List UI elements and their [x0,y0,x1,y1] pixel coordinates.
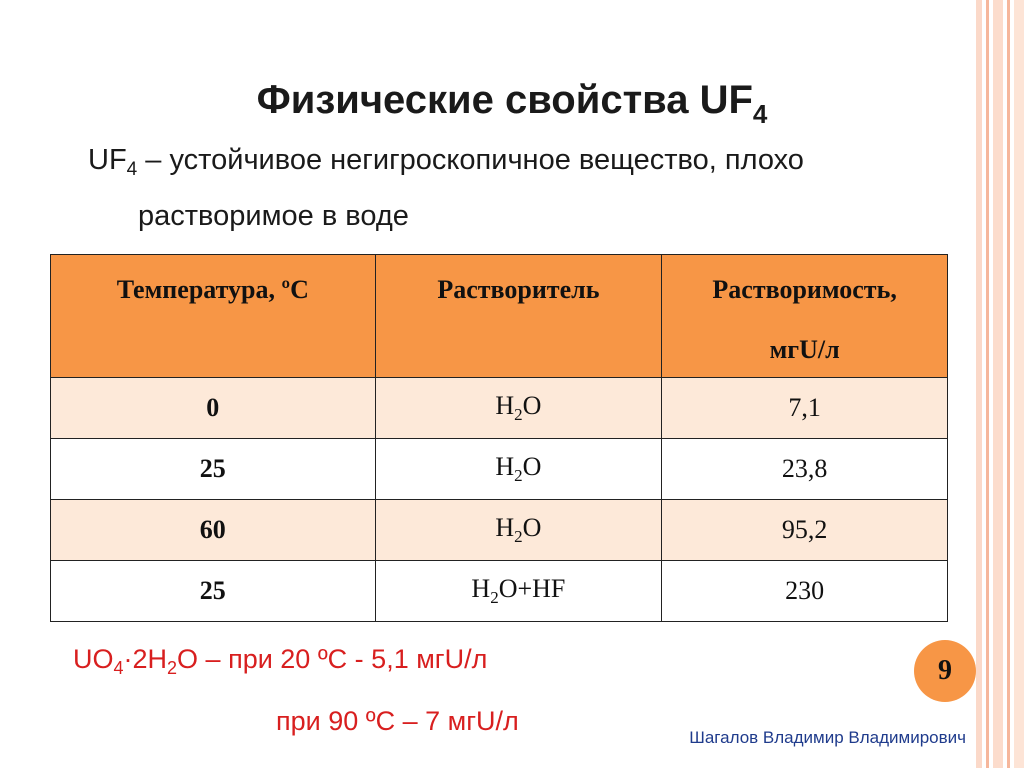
header-temperature: Температура, ºС [51,255,376,378]
description-line-2: растворимое в воде [138,200,409,232]
solubility-cell: 7,1 [662,378,948,439]
note-line-1: $UO_4\cdot 2H_2O$ – при 20 ºС - 5,1 мгU/л [73,644,488,678]
solvent-cell: $H_2O$ [375,439,662,500]
note-line-2: при 90 ºС – 7 мгU/л [276,706,519,736]
header-solvent: Растворитель [375,255,662,378]
temperature-cell: 25 [51,561,376,622]
table-row [51,500,948,561]
title-subscript: 4 [752,99,768,129]
solubility-cell: 95,2 [662,500,948,561]
table-row [51,378,948,439]
temperature-cell: 25 [51,439,376,500]
solubility-table [50,254,948,622]
solvent-cell: $H_2O$ [375,500,662,561]
table-header-row [51,255,948,378]
table-row [51,561,948,622]
slide-title: Физические свойства $UF_4$ [256,78,768,129]
author-name: Шагалов Владимир Владимирович [689,728,966,747]
solvent-cell: $H_2O$ [375,378,662,439]
description-line-1: $UF_4$ – устойчивое негигроскопичное вещество, плохо [88,144,804,180]
table-row [51,439,948,500]
header-solubility: Растворимость, мгU/л [662,255,948,378]
temperature-cell: 60 [51,500,376,561]
page-number-badge: 9 [914,640,976,702]
solubility-cell: 230 [662,561,948,622]
solubility-cell: 23,8 [662,439,948,500]
solvent-cell: $H_2O+HF$ [375,561,662,622]
temperature-cell: 0 [51,378,376,439]
